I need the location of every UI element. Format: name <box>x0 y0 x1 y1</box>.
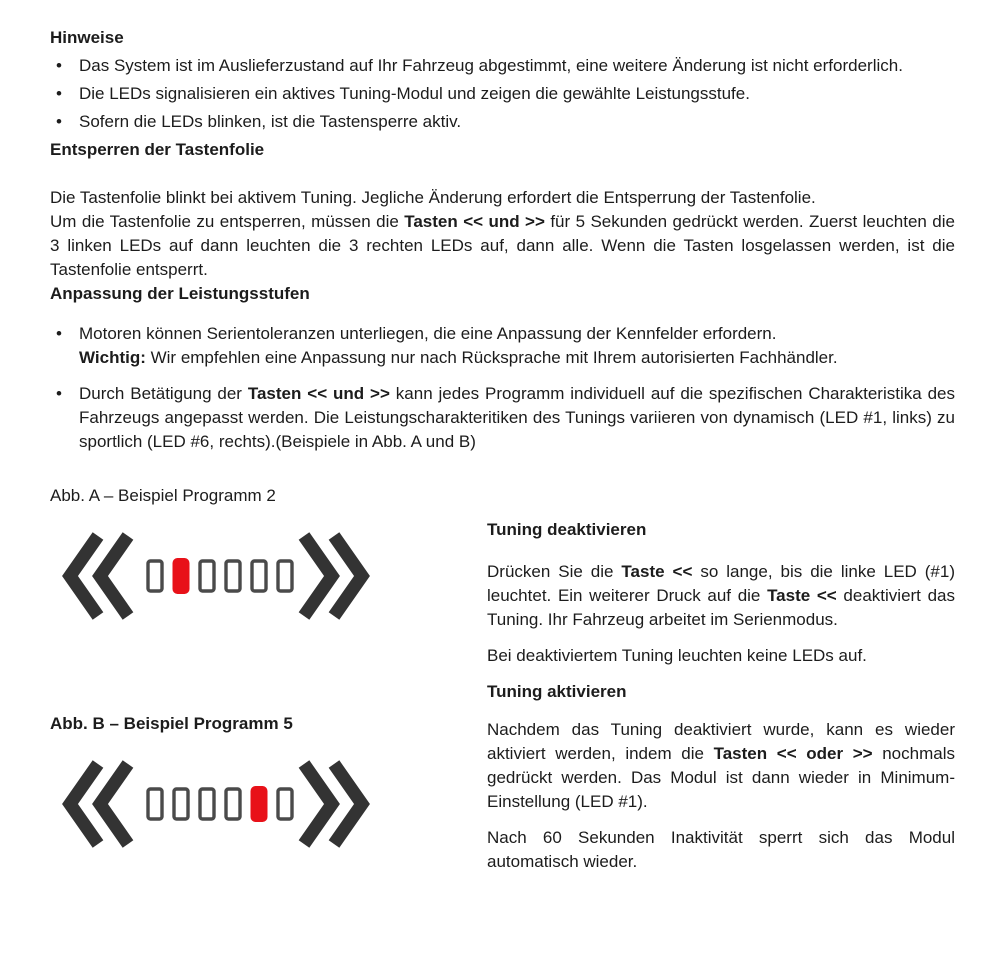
led-inactive <box>148 789 162 819</box>
text: Drücken Sie die <box>487 562 622 581</box>
chevron-stroke <box>100 764 128 844</box>
double-chevron-right-icon <box>304 764 362 844</box>
led-active <box>173 558 190 594</box>
bold-text: Taste << <box>621 562 693 581</box>
led-strip <box>148 786 292 822</box>
list-item-text <box>79 110 955 134</box>
figure-a-label: Abb. A – Beispiel Programm 2 <box>50 486 276 505</box>
chevron-stroke <box>304 536 332 616</box>
text: deaktiviert das Tuning. Ihr Fahrzeug arbeitet im Serienmodus. <box>487 586 955 629</box>
led-inactive <box>174 789 188 819</box>
double-chevron-right-icon <box>304 536 362 616</box>
led-inactive <box>226 561 240 591</box>
bold-text: Tasten << und >> <box>404 212 545 231</box>
text: Durch Betätigung der <box>79 384 248 403</box>
list-item <box>50 322 955 370</box>
bullet-marker: • <box>56 56 62 75</box>
text: Die Tastenfolie blinkt bei aktivem Tuning. Jegliche Änderung erfordert die Entsperrung der Tastenfolie. <box>50 188 816 207</box>
text: für 5 Sekunden gedrückt werden. Zuerst leuchten die 3 linken LEDs auf dann leuchten die 3 rechten LEDs auf, dann alle. Wenn die Tasten losgelassen werden, ist die Tastenfolie entsperrt. <box>50 212 955 279</box>
text: so lange, bis die linke LED (#1) leuchtet. Ein weiterer Druck auf die <box>487 562 955 605</box>
heading-tuning-aktivieren: Tuning aktivieren <box>487 682 627 701</box>
figures-and-instructions <box>50 476 955 899</box>
led-inactive <box>252 561 266 591</box>
bullet-marker: • <box>56 384 62 403</box>
section-heading-entsperren: Entsperren der Tastenfolie <box>50 140 265 159</box>
text: nochmals gedrückt werden. Das Modul ist dann wieder in Minimum-Einstellung (LED #1). <box>487 744 955 811</box>
paragraph <box>487 560 955 632</box>
paragraph <box>50 210 955 282</box>
list-item <box>50 382 955 454</box>
text: Bei deaktiviertem Tuning leuchten keine LEDs auf. <box>487 646 867 665</box>
list-item <box>50 82 955 106</box>
bullet-marker: • <box>56 84 62 103</box>
text: kann jedes Programm individuell auf die spezifischen Charakteristika des Fahrzeugs angepasst werden. Die Leistungscharakteritiken des Tunings variieren von dynamisch (LED #1, links) zu sportlich (LED #6, rechts).(Beispiele in Abb. A und B) <box>79 384 955 451</box>
text: Motoren können Serientoleranzen unterliegen, die eine Anpassung der Kennfelder erfordern. <box>79 324 777 343</box>
led-strip <box>148 558 292 594</box>
paragraph <box>487 718 955 814</box>
led-inactive <box>200 789 214 819</box>
bold-text: Wichtig: <box>79 348 146 367</box>
led-inactive <box>278 789 292 819</box>
text: Wir empfehlen eine Anpassung nur nach Rücksprache mit Ihrem autorisierten Fachhändler. <box>145 348 838 367</box>
chevron-stroke <box>304 764 332 844</box>
led-inactive <box>148 561 162 591</box>
text: Sofern die LEDs blinken, ist die Tastensperre aktiv. <box>79 112 462 131</box>
text: Nachdem das Tuning deaktiviert wurde, kann es wieder aktiviert werden, indem die <box>487 720 955 763</box>
led-display-figure-a <box>60 530 372 622</box>
section-heading-anpassung: Anpassung der Leistungsstufen <box>50 284 310 303</box>
list-item-text <box>79 322 955 370</box>
heading-tuning-deaktivieren: Tuning deaktivieren <box>487 520 647 539</box>
list-item-text <box>79 382 955 454</box>
paragraph <box>50 186 955 210</box>
bullet-marker: • <box>56 112 62 131</box>
paragraph <box>487 826 955 874</box>
hinweise-list <box>50 54 955 134</box>
led-inactive <box>226 789 240 819</box>
anpassung-list <box>50 322 955 454</box>
double-chevron-left-icon <box>70 536 128 616</box>
text: Um die Tastenfolie zu entsperren, müssen die <box>50 212 405 231</box>
chevron-stroke <box>100 536 128 616</box>
entsperren-paragraphs <box>50 186 955 282</box>
bold-text: Tasten << oder >> <box>713 744 873 763</box>
text: Das System ist im Auslieferzustand auf Ihr Fahrzeug abgestimmt, eine weitere Änderung ist nicht erforderlich. <box>79 56 903 75</box>
led-display-figure-b <box>60 758 372 850</box>
led-inactive <box>200 561 214 591</box>
bold-text: Taste << <box>767 586 837 605</box>
section-heading-hinweise: Hinweise <box>50 28 124 47</box>
double-chevron-left-icon <box>70 764 128 844</box>
text: Nach 60 Sekunden Inaktivität sperrt sich das Modul automatisch wieder. <box>487 828 955 871</box>
list-item-text <box>79 54 955 78</box>
paragraph <box>487 644 955 668</box>
led-active <box>251 786 268 822</box>
instructions-column <box>487 518 955 886</box>
bold-text: Tasten << und >> <box>247 384 390 403</box>
list-item-text <box>79 82 955 106</box>
figure-b-label: Abb. B – Beispiel Programm 5 <box>50 714 293 733</box>
bullet-marker: • <box>56 324 62 343</box>
text: Die LEDs signalisieren ein aktives Tuning-Modul und zeigen die gewählte Leistungsstufe. <box>79 84 750 103</box>
led-inactive <box>278 561 292 591</box>
list-item <box>50 110 955 134</box>
list-item <box>50 54 955 78</box>
